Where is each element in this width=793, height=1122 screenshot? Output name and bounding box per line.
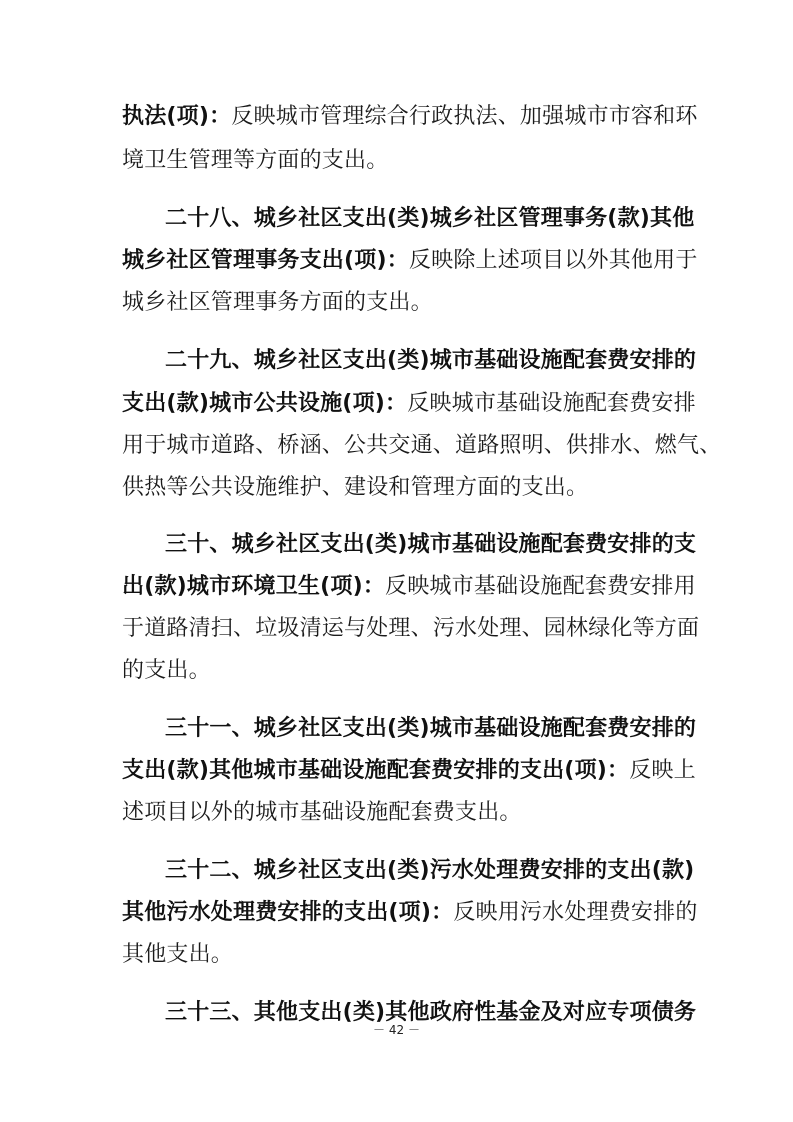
body-text: 的支出。	[122, 658, 211, 683]
bold-heading-text: 二十九、城乡社区支出(类)城市基础设施配套费安排的	[165, 348, 697, 373]
paragraph-line	[122, 288, 675, 318]
bold-heading-text: 三十三、其他支出(类)其他政府性基金及对应专项债务	[165, 1000, 697, 1025]
body-text: 述项目以外的城市基础设施配套费支出。	[122, 800, 522, 825]
paragraph-line	[122, 473, 675, 503]
section-heading-29	[165, 346, 697, 376]
paragraph-line	[122, 940, 675, 970]
body-text: 反映城市基础设施配套费安排用	[385, 574, 696, 599]
paragraph-line	[122, 431, 722, 461]
body-text: 反映除上述项目以外其他用于	[408, 248, 698, 273]
page-number: － 42 －	[373, 1023, 420, 1037]
section-heading-32	[165, 856, 695, 886]
bold-heading-text: 出(款)城市环境卫生(项)：	[122, 574, 386, 599]
body-text: 境卫生管理等方面的支出。	[122, 148, 389, 173]
bold-heading-text: 三十一、城乡社区支出(类)城市基础设施配套费安排的	[165, 716, 697, 741]
body-text: 供热等公共设施维护、建设和管理方面的支出。	[122, 475, 589, 500]
paragraph-line	[122, 389, 696, 419]
bold-heading-text: 城乡社区管理事务支出(项)：	[122, 248, 409, 273]
paragraph-line	[122, 146, 675, 176]
paragraph-line	[122, 102, 698, 132]
paragraph-line	[122, 898, 698, 928]
body-text: 反映城市管理综合行政执法、加强城市市容和环	[231, 104, 698, 129]
body-text: 反映上	[629, 758, 696, 783]
section-heading-30	[165, 530, 697, 560]
bold-heading-text: 支出(款)城市公共设施(项)：	[122, 391, 408, 416]
section-heading-31	[165, 714, 697, 744]
bold-heading-text: 其他污水处理费安排的支出(项)：	[122, 900, 454, 925]
bold-heading-text: 三十、城乡社区支出(类)城市基础设施配套费安排的支	[165, 532, 697, 557]
section-heading-28	[165, 204, 695, 234]
bold-heading-text: 三十二、城乡社区支出(类)污水处理费安排的支出(款)	[165, 858, 695, 883]
paragraph-line	[122, 246, 698, 276]
body-text: 反映城市基础设施配套费安排	[407, 391, 696, 416]
body-text: 其他支出。	[122, 942, 234, 967]
paragraph-line	[122, 656, 675, 686]
paragraph-line	[122, 798, 675, 828]
bold-heading-text: 二十八、城乡社区支出(类)城乡社区管理事务(款)其他	[165, 206, 695, 231]
paragraph-line	[122, 614, 700, 644]
paragraph-line	[122, 756, 696, 786]
body-text: 于道路清扫、垃圾清运与处理、污水处理、园林绿化等方面	[122, 616, 700, 641]
paragraph-line	[122, 572, 696, 602]
body-text: 城乡社区管理事务方面的支出。	[122, 290, 433, 315]
bold-heading-text: 支出(款)其他城市基础设施配套费安排的支出(项)：	[122, 758, 630, 783]
bold-heading-text: 执法(项)：	[122, 104, 232, 129]
body-text: 用于城市道路、桥涵、公共交通、道路照明、供排水、燃气、	[122, 433, 722, 458]
body-text: 反映用污水处理费安排的	[453, 900, 698, 925]
